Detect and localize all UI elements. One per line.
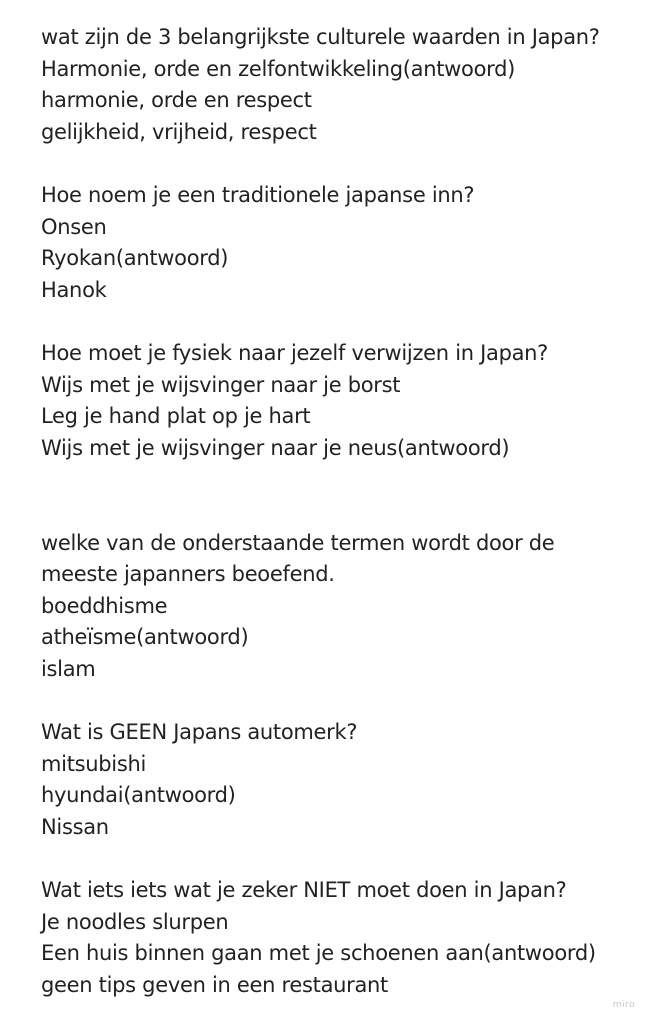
question-text: meeste japanners beoefend. [41,562,335,587]
spacer [41,306,641,338]
question-block-5 [41,717,641,843]
answer-option: Wijs met je wijsvinger naar je neus(antwoord) [41,435,510,460]
question-text: Hoe noem je een traditionele japanse inn? [41,182,475,207]
answer-option: geen tips geven in een restaurant [41,972,388,997]
spacer [41,148,641,180]
answer-option: hyundai(antwoord) [41,783,236,808]
answer-option: atheïsme(antwoord) [41,625,249,650]
answer-option: harmonie, orde en respect [41,88,312,113]
answer-option: Harmonie, orde en zelfontwikkeling(antwoord) [41,56,516,81]
question-text: Wat iets iets wat je zeker NIET moet doen in Japan? [41,878,567,903]
question-block-3 [41,338,641,464]
spacer [41,464,641,527]
answer-option: Je noodles slurpen [41,909,229,934]
answer-option: boeddhisme [41,593,168,618]
answer-option: Wijs met je wijsvinger naar je borst [41,372,401,397]
answer-option: Leg je hand plat op je hart [41,404,311,429]
miro-watermark: miro [612,1000,635,1010]
spacer [41,685,641,717]
question-text: Hoe moet je fysiek naar jezelf verwijzen in Japan? [41,340,549,365]
spacer [41,843,641,875]
question-block-1 [41,22,641,148]
answer-option: Onsen [41,214,107,239]
answer-option: mitsubishi [41,751,147,776]
question-block-2 [41,180,641,306]
answer-option: Hanok [41,277,107,302]
question-block-6 [41,875,641,1001]
quiz-document [41,22,641,1001]
answer-option: gelijkheid, vrijheid, respect [41,119,317,144]
question-text: welke van de onderstaande termen wordt door de [41,530,555,555]
answer-option: Ryokan(antwoord) [41,246,229,271]
answer-option: islam [41,656,96,681]
question-text: Wat is GEEN Japans automerk? [41,720,358,745]
question-text: wat zijn de 3 belangrijkste culturele waarden in Japan? [41,25,600,49]
question-block-4 [41,528,641,686]
answer-option: Nissan [41,814,109,839]
answer-option: Een huis binnen gaan met je schoenen aan(antwoord) [41,941,596,966]
